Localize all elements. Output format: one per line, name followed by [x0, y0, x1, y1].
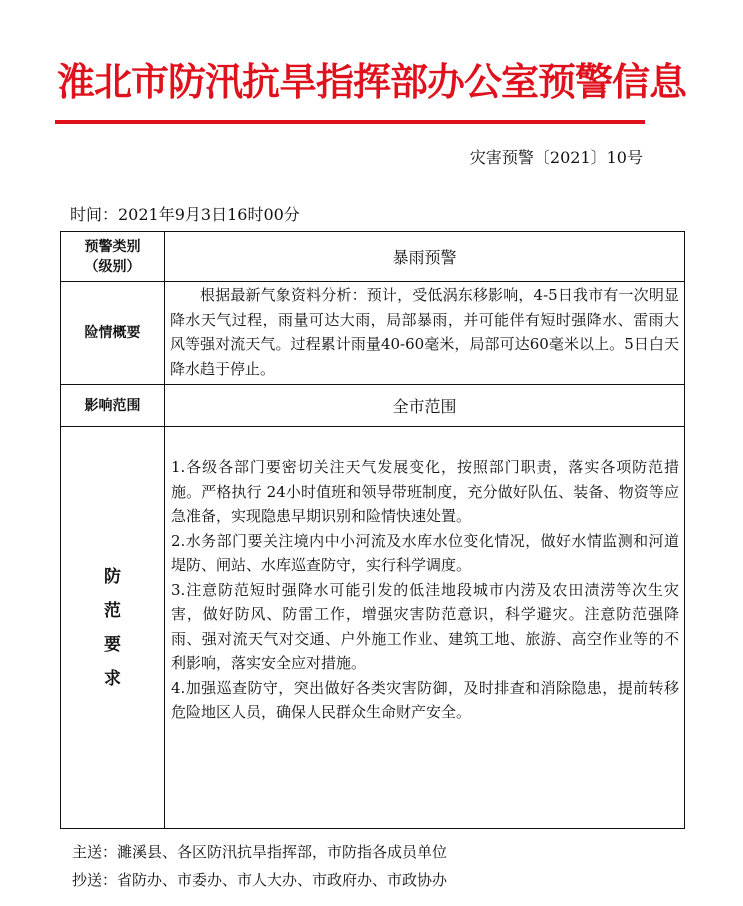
category-value: 暴雨预警 [165, 232, 685, 282]
warning-table [60, 231, 685, 829]
issue-time: 时间：2021年9月3日16时00分 [70, 205, 300, 224]
prevention-item-3: 3.注意防范短时强降水可能引发的低洼地段城市内涝及农田渍涝等次生灾害，做好防风、防雷工作，增强灾害防范意识，科学避灾。注意防范强降雨、强对流天气对交通、户外施工作业、建筑工地、旅游、高空作业等的不利影响，落实安全应对措施。 [171, 580, 679, 672]
situation-cell [165, 282, 685, 385]
document-title: 淮北市防汛抗旱指挥部办公室预警信息 [56, 60, 686, 104]
scope-label: 影响范围 [61, 385, 165, 427]
row-situation [61, 282, 685, 385]
situation-text: 根据最新气象资料分析：预计，受低涡东移影响，4-5日我市有一次明显降水天气过程，雨量可达大雨，局部暴雨，并可能伴有短时强降水、雷雨大风等强对流天气。过程累计雨量40-60毫米，局部可达60毫米以上。5日白天降水趋于停止。 [170, 286, 679, 378]
category-label-line2: （级别） [84, 258, 141, 275]
prevention-item-4: 4.加强巡查防守，突出做好各类灾害防御，及时排查和消除隐患，提前转移危险地区人员，确保人民群众生命财产安全。 [171, 678, 679, 721]
prevention-cell [165, 427, 685, 829]
copy-recipients: 抄送：省防办、市委办、市人大办、市政府办、市政协办 [72, 871, 448, 889]
row-prevention [61, 427, 685, 829]
prevention-top-spacer [171, 431, 679, 455]
row-scope [61, 385, 685, 427]
prevention-label-cell [61, 427, 165, 829]
situation-label: 险情概要 [61, 282, 165, 385]
document-number: 灾害预警〔2021〕10号 [469, 148, 643, 167]
title-red-rule [55, 120, 645, 124]
prevention-label-char: 防 [104, 566, 121, 587]
category-label-cell [61, 232, 165, 282]
prevention-label-char: 要 [104, 634, 121, 655]
row-warning-category [61, 232, 685, 282]
prevention-item-2: 2.水务部门要关注境内中小河流及水库水位变化情况，做好水情监测和河道堤防、闸站、水库巡查防守，实行科学调度。 [171, 531, 679, 574]
prevention-item-1: 1.各级各部门要密切关注天气发展变化，按照部门职责，落实各项防范措施。严格执行 24小时值班和领导带班制度，充分做好队伍、装备、物资等应急准备，实现隐患早期识别和险情快速处置。 [171, 458, 679, 525]
category-label-line1: 预警类别 [84, 238, 141, 255]
prevention-label-char: 求 [104, 668, 121, 689]
prevention-label-char: 范 [104, 600, 121, 621]
scope-value: 全市范围 [165, 385, 685, 427]
main-recipients: 主送：濉溪县、各区防汛抗旱指挥部，市防指各成员单位 [72, 843, 448, 861]
